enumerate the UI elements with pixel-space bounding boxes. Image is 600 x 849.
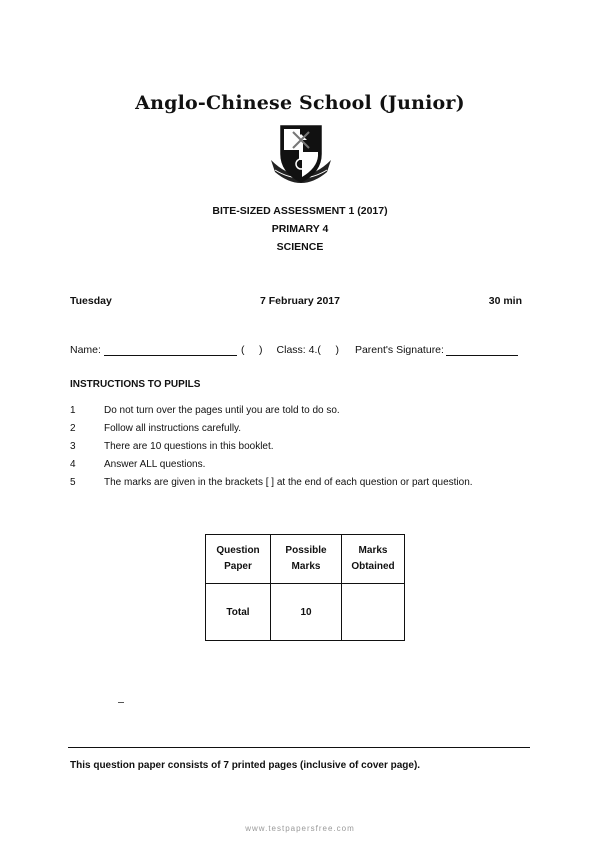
signature-label: Parent's Signature:: [354, 344, 444, 356]
total-possible-marks: 10: [271, 584, 342, 641]
total-obtained-marks[interactable]: [342, 584, 405, 641]
total-label: Total: [206, 584, 271, 641]
list-item: [70, 437, 540, 455]
assessment-title: BITE-SIZED ASSESSMENT 1 (2017): [212, 205, 388, 217]
exam-day: Tuesday: [70, 295, 112, 307]
header-question-paper: Question Paper: [206, 535, 271, 584]
item-text: Answer ALL questions.: [104, 458, 206, 470]
item-text: There are 10 questions in this booklet.: [104, 440, 274, 452]
school-name: Anglo-Chinese School (Junior): [135, 92, 465, 114]
name-field[interactable]: [104, 345, 237, 356]
item-number: 5: [70, 476, 76, 488]
item-text: The marks are given in the brackets [ ] at the end of each question or part question.: [104, 476, 473, 488]
item-number: 2: [70, 422, 76, 434]
list-item: [70, 455, 540, 473]
item-text: Do not turn over the pages until you are told to do so.: [104, 404, 340, 416]
list-item: [70, 419, 540, 437]
table-row: [206, 584, 405, 641]
list-item: [70, 401, 540, 419]
exam-date: 7 February 2017: [260, 295, 340, 307]
register-number-bracket: ( ): [240, 344, 263, 356]
instructions-title: INSTRUCTIONS TO PUPILS: [70, 379, 201, 390]
footer-divider: [68, 747, 530, 748]
page-count-note: This question paper consists of 7 printed pages (inclusive of cover page).: [70, 760, 421, 771]
list-item: [70, 473, 540, 491]
signature-field[interactable]: [446, 345, 518, 356]
item-number: 1: [70, 404, 76, 416]
item-number: 4: [70, 458, 76, 470]
scan-speck: [118, 702, 124, 703]
candidate-details-row: [70, 344, 540, 356]
exam-duration: 30 min: [488, 295, 522, 307]
name-label: Name:: [70, 344, 101, 356]
subject-label: SCIENCE: [276, 241, 324, 253]
item-number: 3: [70, 440, 76, 452]
header-marks-obtained: Marks Obtained: [342, 535, 405, 584]
table-header-row: [206, 535, 405, 584]
level-label: PRIMARY 4: [271, 223, 329, 235]
school-crest-icon: [265, 120, 337, 192]
instructions-list: [70, 401, 540, 491]
website-watermark: www.testpapersfree.com: [245, 824, 355, 833]
marks-table: [205, 534, 405, 641]
item-text: Follow all instructions carefully.: [104, 422, 242, 434]
class-field: Class: 4.( ): [276, 344, 339, 356]
header-possible-marks: Possible Marks: [271, 535, 342, 584]
